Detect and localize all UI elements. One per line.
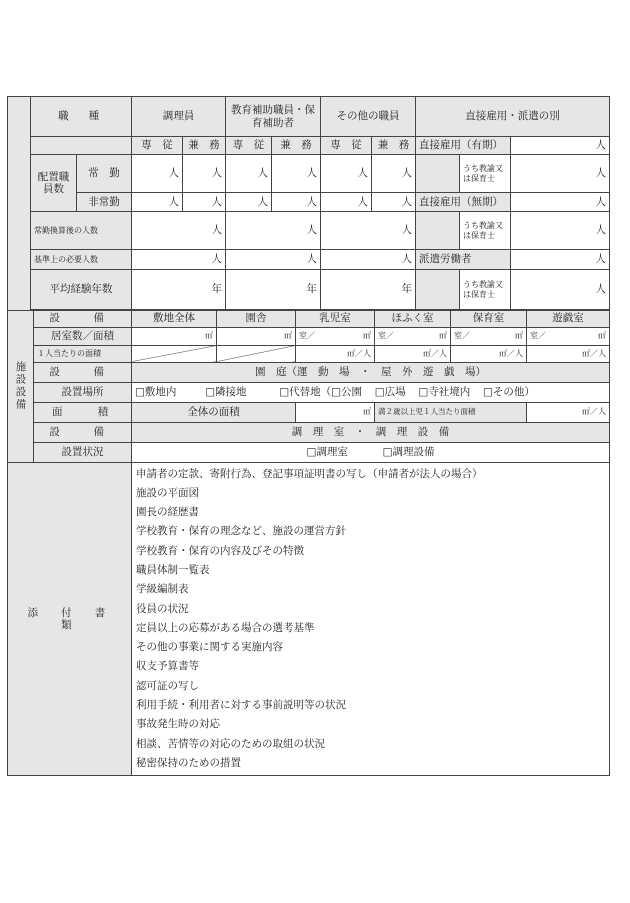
col-employment-type: 直接雇用・派遣の別 xyxy=(416,97,610,137)
per-child-over2-value[interactable]: ㎡／人 xyxy=(527,402,610,422)
direct-permanent-count[interactable]: 人 xyxy=(511,193,610,212)
cook-concurrent-header: 兼 務 xyxy=(183,137,226,155)
attachment-item: 事故発生時の対応 xyxy=(136,718,220,731)
equipment-label: 設 備 xyxy=(34,310,132,327)
play-room-per-person[interactable]: ㎡／人 xyxy=(527,345,610,362)
other-regular-fulltime[interactable]: 人 xyxy=(321,155,372,193)
attachment-item: 学級編制表 xyxy=(136,583,189,596)
attachment-item: 学校教育・保育の内容及びその特徴 xyxy=(136,544,304,557)
required-label: 基準上の必要人数 xyxy=(31,250,132,270)
cook-regular-concurrent[interactable]: 人 xyxy=(183,155,226,193)
kitchen-title: 調 理 室 ・ 調 理 設 備 xyxy=(132,422,610,442)
fte-label: 常勤換算後の人数 xyxy=(31,212,132,250)
direct-permanent-teacher-count[interactable]: 人 xyxy=(511,212,610,250)
assistant-regular-fulltime[interactable]: 人 xyxy=(226,155,272,193)
infant-room-rooms-area[interactable]: 室／ ㎡ xyxy=(296,327,375,345)
attachment-item: 申請者の定款、寄附行為、登記事項証明書の写し（申請者が法人の場合） xyxy=(136,467,483,480)
loc-on-site-checkbox[interactable]: □敷地内 xyxy=(135,385,177,398)
facility-table xyxy=(7,310,610,463)
building-area[interactable]: ㎡ xyxy=(217,327,296,345)
garden-title: 園 庭（運 動 場 ・ 屋 外 遊 戯 場） xyxy=(132,362,610,382)
site-total-area[interactable]: ㎡ xyxy=(132,327,217,345)
direct-fixed-teacher-label: うち教諭又は保育士 xyxy=(460,155,511,193)
col-assistant: 教育補助職員・保育補助者 xyxy=(226,97,321,137)
assistant-fulltime-header: 専 従 xyxy=(226,137,272,155)
cook-nonregular-fulltime[interactable]: 人 xyxy=(132,193,183,212)
col-cook: 調理員 xyxy=(132,97,226,137)
attachment-item: 施設の平面図 xyxy=(136,486,199,499)
location-label: 設置場所 xyxy=(34,382,132,402)
attachment-item: 学校教育・保育の理念など、施設の運営方針 xyxy=(136,525,346,538)
other-regular-concurrent[interactable]: 人 xyxy=(372,155,416,193)
nonregular-label: 非常勤 xyxy=(77,193,132,212)
loc-shrine-checkbox[interactable]: □寺社境内 xyxy=(418,385,471,398)
attachment-item: 相談、苦情等の対応のための取組の状況 xyxy=(136,737,325,750)
placement-label: 配置職員数 xyxy=(31,155,77,212)
dispatched-label: 派遣労働者 xyxy=(416,250,511,270)
direct-fixed-label: 直接雇用（有期） xyxy=(416,137,511,155)
loc-other-checkbox[interactable]: □その他） xyxy=(482,385,535,398)
loc-plaza-checkbox[interactable]: □広場 xyxy=(374,385,406,398)
area-label: 面 積 xyxy=(34,402,132,422)
direct-permanent-label: 直接雇用（無期） xyxy=(416,193,511,212)
infant-room-per-person[interactable]: ㎡／人 xyxy=(296,345,375,362)
assistant-required[interactable]: 人 xyxy=(226,250,321,270)
cook-required[interactable]: 人 xyxy=(132,250,226,270)
direct-permanent-teacher-label: うち教諭又は保育士 xyxy=(460,212,511,250)
attachment-item: 認可証の写し xyxy=(136,679,199,692)
total-area-label: 全体の面積 xyxy=(132,402,296,422)
kitchen-status-options xyxy=(132,442,610,462)
kitchen-equipment-label: 設 備 xyxy=(34,422,132,442)
other-concurrent-header: 兼 務 xyxy=(372,137,416,155)
assistant-regular-concurrent[interactable]: 人 xyxy=(272,155,321,193)
avg-years-label: 平均経験年数 xyxy=(31,270,132,310)
kitchen-equipment-checkbox[interactable]: □調理設備 xyxy=(382,445,435,458)
total-area-value[interactable]: ㎡ xyxy=(296,402,375,422)
attachments-table xyxy=(7,462,610,777)
crawl-room-per-person[interactable]: ㎡／人 xyxy=(375,345,451,362)
play-room-header: 遊戯室 xyxy=(527,310,610,327)
other-avg-years[interactable]: 年 xyxy=(321,270,416,310)
status-label: 設置状況 xyxy=(34,442,132,462)
loc-adjacent-checkbox[interactable]: □隣接地 xyxy=(205,385,247,398)
rooms-area-label: 居室数／面積 xyxy=(34,327,132,345)
application-form xyxy=(7,96,609,776)
crawl-room-header: ほふく室 xyxy=(375,310,451,327)
site-total-header: 敷地全体 xyxy=(132,310,217,327)
building-per-person-na xyxy=(217,345,296,362)
facility-section-label: 施設設備 xyxy=(8,310,34,462)
col-job-type: 職 種 xyxy=(31,97,132,137)
attachment-item: 園長の経歴書 xyxy=(136,506,199,519)
attachment-item: 役員の状況 xyxy=(136,602,189,615)
dispatched-count[interactable]: 人 xyxy=(511,250,610,270)
dispatched-teacher-count[interactable]: 人 xyxy=(511,270,610,310)
play-room-rooms-area[interactable]: 室／ ㎡ xyxy=(527,327,610,345)
location-options xyxy=(132,382,610,402)
other-fte[interactable]: 人 xyxy=(321,212,416,250)
dispatched-teacher-label: うち教諭又は保育士 xyxy=(460,270,511,310)
direct-fixed-count[interactable]: 人 xyxy=(511,137,610,155)
nursery-room-rooms-area[interactable]: 室／ ㎡ xyxy=(451,327,527,345)
attachment-item: 秘密保持のための措置 xyxy=(136,756,241,769)
per-child-over2-label: 満２歳以上児１人当たり面積 xyxy=(375,402,527,422)
building-header: 園舎 xyxy=(217,310,296,327)
kitchen-room-checkbox[interactable]: □調理室 xyxy=(306,445,348,458)
other-required[interactable]: 人 xyxy=(321,250,416,270)
cook-regular-fulltime[interactable]: 人 xyxy=(132,155,183,193)
attachment-item: 利用手続・利用者に対する事前説明等の状況 xyxy=(136,699,346,712)
regular-label: 常 勤 xyxy=(77,155,132,193)
other-fulltime-header: 専 従 xyxy=(321,137,372,155)
attachment-item: 職員体制一覧表 xyxy=(136,563,210,576)
direct-fixed-teacher-count[interactable]: 人 xyxy=(511,155,610,193)
attachment-item: 定員以上の応募がある場合の選考基準 xyxy=(136,621,315,634)
cook-nonregular-concurrent[interactable]: 人 xyxy=(183,193,226,212)
cook-avg-years[interactable]: 年 xyxy=(132,270,226,310)
per-person-area-label: １人当たりの面積 xyxy=(34,345,132,362)
attachments-list xyxy=(132,462,610,776)
assistant-nonregular-fulltime[interactable]: 人 xyxy=(226,193,272,212)
attachment-item: 収支予算書等 xyxy=(136,660,199,673)
staff-left-margin xyxy=(8,97,31,311)
nursery-room-per-person[interactable]: ㎡／人 xyxy=(451,345,527,362)
assistant-avg-years[interactable]: 年 xyxy=(226,270,321,310)
crawl-room-rooms-area[interactable]: 室／ ㎡ xyxy=(375,327,451,345)
assistant-nonregular-concurrent[interactable]: 人 xyxy=(272,193,321,212)
attachments-label: 添 付 書 類 xyxy=(8,462,132,776)
attachment-item: その他の事業に関する実施内容 xyxy=(136,641,283,654)
other-nonregular-fulltime[interactable]: 人 xyxy=(321,193,372,212)
cook-fte[interactable]: 人 xyxy=(132,212,226,250)
loc-alternative-checkbox[interactable]: □代替地（□公園 xyxy=(279,385,363,398)
staff-facility-table xyxy=(7,96,610,311)
col-other-staff: その他の職員 xyxy=(321,97,416,137)
assistant-fte[interactable]: 人 xyxy=(226,212,321,250)
other-nonregular-concurrent[interactable]: 人 xyxy=(372,193,416,212)
assistant-concurrent-header: 兼 務 xyxy=(272,137,321,155)
site-total-per-person-na xyxy=(132,345,217,362)
infant-room-header: 乳児室 xyxy=(296,310,375,327)
garden-equipment-label: 設 備 xyxy=(34,362,132,382)
subheader-blank xyxy=(31,137,132,155)
nursery-room-header: 保育室 xyxy=(451,310,527,327)
cook-fulltime-header: 専 従 xyxy=(132,137,183,155)
